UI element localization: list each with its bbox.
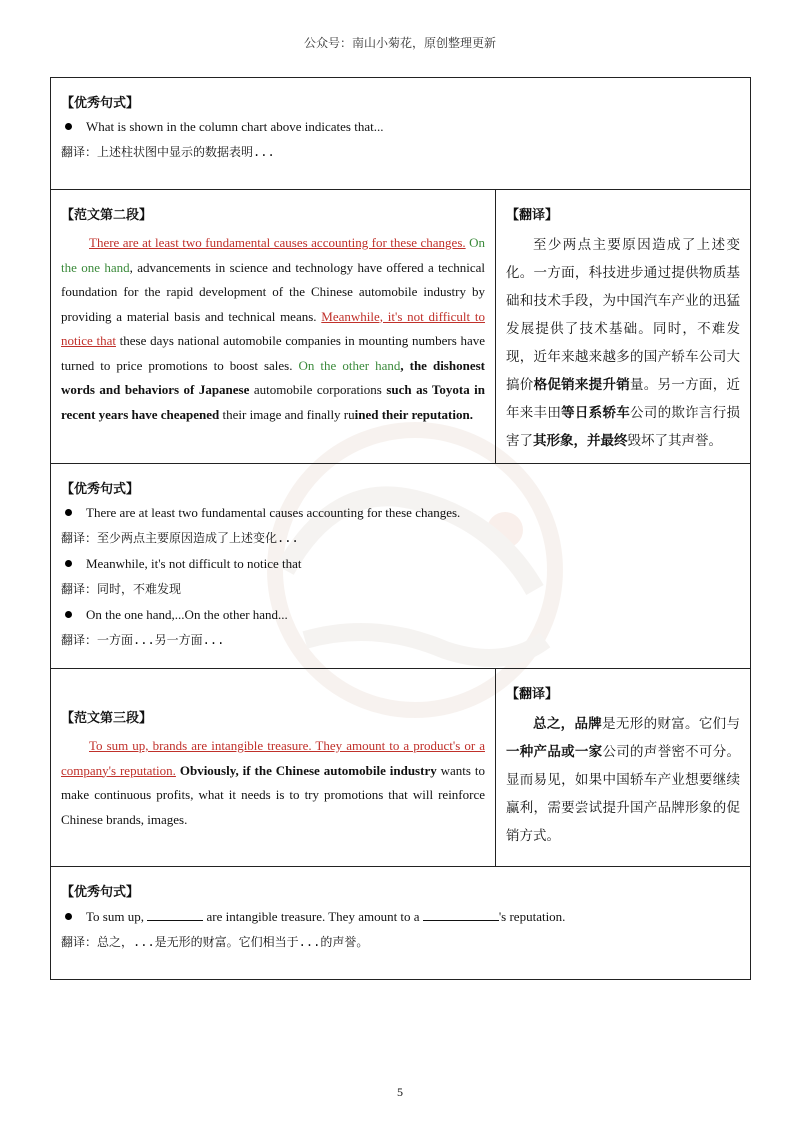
- sentence: There are at least two fundamental causes accounting for these changes.: [86, 505, 461, 520]
- text-span: 公司的声誉密不可分。显而易见，如果中国轿车产业想要继续赢利，需要尝试提升国产品牌形象的促销方式。: [506, 744, 740, 844]
- bullet-dot-icon: [65, 509, 72, 516]
- bold-span: such as Toyota in recent years have cheapened: [61, 382, 486, 422]
- highlight-green: On the other hand: [298, 357, 401, 373]
- row-paragraph-3: [51, 668, 750, 866]
- bold-span: 等日系轿车: [561, 405, 631, 421]
- bullet-dot-icon: [65, 123, 72, 130]
- row-paragraph-2: [51, 189, 750, 463]
- text-span: 毁坏了其声誉。: [627, 433, 722, 449]
- text-span: automobile corporations: [253, 382, 382, 397]
- translation-title: 【翻译】: [506, 687, 559, 702]
- bullet-item: [61, 607, 740, 623]
- section-title: 【优秀句式】: [61, 885, 140, 900]
- section-title: 【范文第三段】: [61, 711, 153, 726]
- text-span: 量。另一方面，近年来丰田: [506, 377, 740, 421]
- section-title: 【优秀句式】: [61, 96, 140, 111]
- text-span: are intangible treasure. They amount to a: [206, 909, 420, 924]
- text-span: wants to make continuous profits, what it needs is to try promotions that will reinforce Chinese brands, images.: [61, 762, 485, 827]
- text-span: 至少两点主要原因造成了上述变化。一方面，科技进步通过提供物质基础和技术手段，为中国汽车产业的迅猛发展提供了技术基础。同时，不难发现，近年来越来越多的国产轿车公司大搞价: [506, 237, 740, 393]
- row-excellent-sentence-2: [51, 463, 750, 668]
- highlight-red: To sum up, brands are intangible treasure. They amount to a product's or a company's reputation.: [61, 738, 485, 778]
- bullet-dot-icon: [65, 913, 72, 920]
- sentence: On the one hand,...On the other hand...: [86, 607, 288, 622]
- content-table: [50, 77, 751, 980]
- bullet-dot-icon: [65, 611, 72, 618]
- text-span: their image and finally ru: [222, 406, 355, 422]
- page-header: 公众号：南山小菊花，原创整理更新: [303, 36, 496, 50]
- blank-line: [147, 908, 203, 921]
- blank-line: [423, 908, 499, 921]
- text-span: 公司的欺诈言行损害了: [506, 405, 740, 449]
- bold-span: , the dishonest words and behaviors of Japanese: [61, 357, 485, 397]
- paragraph-text: [61, 734, 485, 832]
- highlight-green: On the one hand: [61, 235, 485, 275]
- bullet-item: [61, 908, 740, 925]
- bold-span: 一种产品或一家: [506, 744, 603, 760]
- highlight-red: There are at least two fundamental causes accounting for these changes.: [89, 235, 466, 250]
- bold-span: Obviously, if the Chinese automobile industry: [175, 762, 437, 778]
- translation: 翻译：上述柱状图中显示的数据表明...: [61, 145, 275, 159]
- bullet-item: [61, 505, 740, 521]
- bold-span: ined their reputation.: [354, 406, 473, 422]
- page-number: 5: [397, 1085, 403, 1099]
- bold-span: 格促销来提升销: [533, 377, 631, 393]
- text-span: 是无形的财富。它们与: [602, 716, 741, 732]
- translation-title: 【翻译】: [506, 208, 559, 223]
- bold-span: 总之，品牌: [533, 716, 603, 732]
- bullet-dot-icon: [65, 560, 72, 567]
- bold-span: 其形象，并最终: [533, 433, 628, 449]
- translation: 翻译：总之，...是无形的财富。它们相当于...的声誉。: [61, 935, 369, 949]
- section-title: 【范文第二段】: [61, 208, 153, 223]
- translation: 翻译：一方面...另一方面...: [61, 633, 225, 647]
- paragraph-text: [61, 231, 485, 427]
- row-excellent-sentence-1: [51, 78, 750, 189]
- sentence: Meanwhile, it's not difficult to notice that: [86, 556, 302, 571]
- section-title: 【优秀句式】: [61, 482, 140, 497]
- text-span: 's reputation.: [498, 909, 566, 924]
- bullet-item: [61, 119, 740, 135]
- text-span: To sum up,: [86, 909, 144, 924]
- chinese-translation: [506, 231, 740, 455]
- text-span: these days national automobile companies in mounting numbers have turned to price promotions to boost sales.: [61, 333, 485, 373]
- text-span: , advancements in science and technology have offered a technical foundation for the rapid development of the Chinese automobile industry by providing a material basis and technical means.: [61, 259, 485, 324]
- chinese-translation: [506, 710, 740, 850]
- bullet-item: [61, 556, 740, 572]
- translation: 翻译：至少两点主要原因造成了上述变化...: [61, 531, 299, 545]
- sentence: [86, 908, 565, 925]
- highlight-red: Meanwhile, it's not difficult to notice that: [61, 308, 485, 348]
- translation: 翻译：同时，不难发现: [61, 582, 182, 596]
- sentence: What is shown in the column chart above indicates that...: [86, 119, 384, 134]
- row-excellent-sentence-3: [51, 866, 750, 979]
